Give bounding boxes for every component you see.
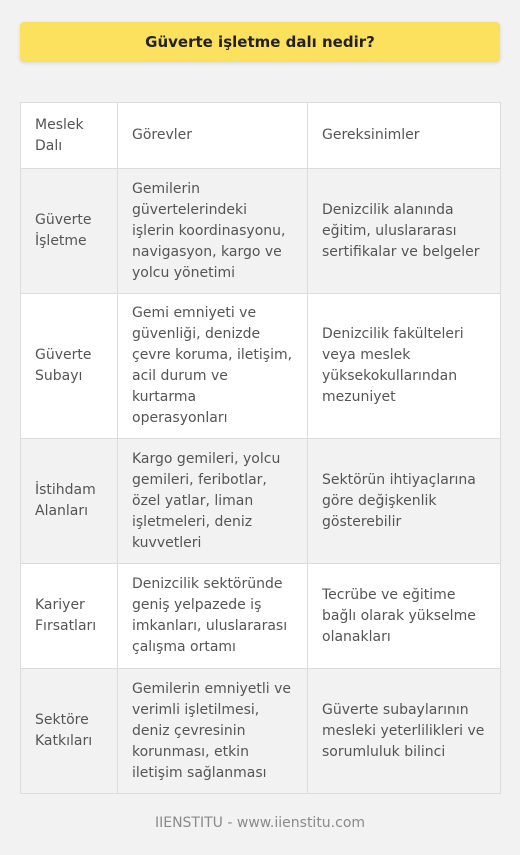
cell-meslek-dali: Kariyer Fırsatları (21, 564, 118, 669)
cell-gereksinimler: Denizcilik alanında eğitim, uluslararası sertifikalar ve belgeler (308, 169, 501, 294)
cell-meslek-dali: Güverte İşletme (21, 169, 118, 294)
table-row (21, 294, 501, 439)
cell-gorevler: Gemi emniyeti ve güvenliği, denizde çevre koruma, iletişim, acil durum ve kurtarma operasyonları (118, 294, 308, 439)
cell-gorevler: Gemilerin güvertelerindeki işlerin koordinasyonu, navigasyon, kargo ve yolcu yönetimi (118, 169, 308, 294)
cell-gorevler: Kargo gemileri, yolcu gemileri, feribotlar, özel yatlar, liman işletmeleri, deniz kuvvetleri (118, 439, 308, 564)
table-row (21, 439, 501, 564)
table-row (21, 564, 501, 669)
page-title: Güverte işletme dalı nedir? (20, 22, 500, 62)
table-header-row (21, 103, 501, 169)
column-header-gorevler: Görevler (118, 103, 308, 169)
cell-meslek-dali: Güverte Subayı (21, 294, 118, 439)
cell-gorevler: Gemilerin emniyetli ve verimli işletilmesi, deniz çevresinin korunması, etkin iletişim sağlanması (118, 669, 308, 794)
table-row (21, 669, 501, 794)
cell-gereksinimler: Sektörün ihtiyaçlarına göre değişkenlik gösterebilir (308, 439, 501, 564)
column-header-gereksinimler: Gereksinimler (308, 103, 501, 169)
cell-gereksinimler: Güverte subaylarının mesleki yeterlilikleri ve sorumluluk bilinci (308, 669, 501, 794)
footer-credit: IIENSTITU - www.iienstitu.com (154, 815, 366, 831)
column-header-meslek-dali: Meslek Dalı (21, 103, 118, 169)
cell-gereksinimler: Denizcilik fakülteleri veya meslek yüksekokullarından mezuniyet (308, 294, 501, 439)
table-row (21, 169, 501, 294)
cell-gereksinimler: Tecrübe ve eğitime bağlı olarak yükselme olanakları (308, 564, 501, 669)
cell-meslek-dali: İstihdam Alanları (21, 439, 118, 564)
cell-gorevler: Denizcilik sektöründe geniş yelpazede iş imkanları, uluslararası çalışma ortamı (118, 564, 308, 669)
info-table (20, 102, 501, 794)
cell-meslek-dali: Sektöre Katkıları (21, 669, 118, 794)
